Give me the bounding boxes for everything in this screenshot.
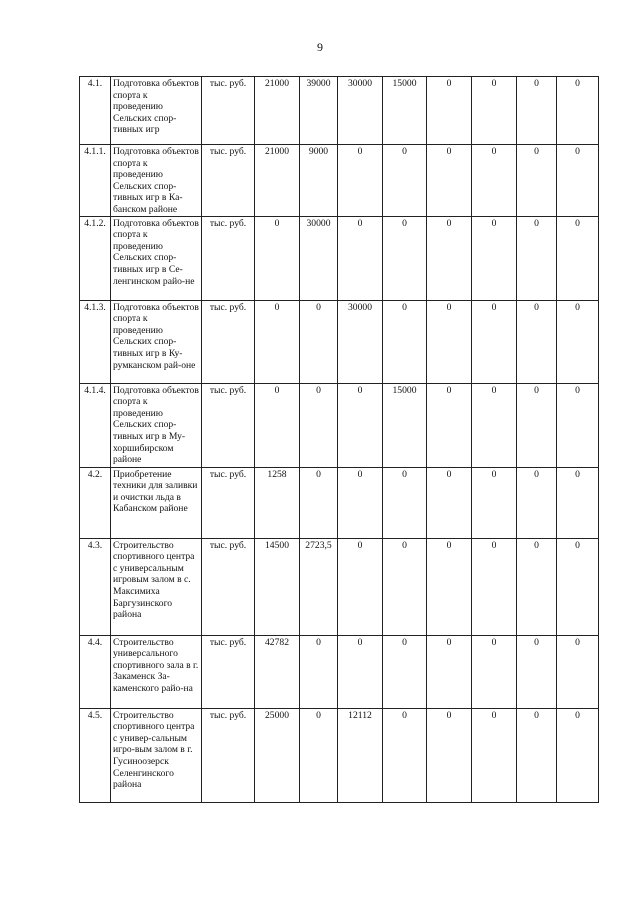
value-cell: 0 (383, 538, 427, 635)
item-name-cell: Приобретение техники для заливки и очистки льда в Кабанском районе (111, 467, 202, 538)
value-cell: 0 (472, 635, 517, 708)
value-cell: 0 (300, 383, 338, 467)
value-cell: 0 (383, 635, 427, 708)
item-name-cell: Подготовка объектов спорта к проведению Сельских спор-тивных игр в Се-ленгинском райо-не (111, 216, 202, 300)
item-number-cell: 4.1.1. (80, 145, 111, 217)
value-cell: 0 (517, 708, 557, 802)
value-cell: 0 (338, 216, 383, 300)
page-number: 9 (317, 40, 323, 54)
value-cell: 0 (427, 635, 472, 708)
table-row (80, 383, 599, 467)
value-cell: 25000 (255, 708, 300, 802)
value-cell: 15000 (383, 383, 427, 467)
value-cell: 12112 (338, 708, 383, 802)
value-cell: 0 (338, 383, 383, 467)
value-cell: 0 (427, 216, 472, 300)
unit-cell: тыс. руб. (202, 383, 255, 467)
value-cell: 0 (557, 216, 599, 300)
item-number-cell: 4.4. (80, 635, 111, 708)
value-cell: 0 (557, 467, 599, 538)
value-cell: 0 (427, 77, 472, 145)
unit-cell: тыс. руб. (202, 300, 255, 383)
item-number-cell: 4.5. (80, 708, 111, 802)
value-cell: 0 (557, 77, 599, 145)
value-cell: 0 (472, 145, 517, 217)
value-cell: 15000 (383, 77, 427, 145)
item-number-cell: 4.1.3. (80, 300, 111, 383)
value-cell: 0 (300, 467, 338, 538)
value-cell: 0 (338, 538, 383, 635)
table-row (80, 300, 599, 383)
value-cell: 0 (517, 538, 557, 635)
value-cell: 0 (383, 300, 427, 383)
value-cell: 0 (255, 383, 300, 467)
value-cell: 9000 (300, 145, 338, 217)
item-number-cell: 4.2. (80, 467, 111, 538)
item-name-cell: Строительство универсального спортивного зала в г. Закаменск За-каменского райо-на (111, 635, 202, 708)
item-name-cell: Строительство спортивного центра с универсальным игровым залом в с. Максимиха Баргузинского района (111, 538, 202, 635)
value-cell: 0 (427, 300, 472, 383)
table-row (80, 635, 599, 708)
value-cell: 0 (557, 538, 599, 635)
unit-cell: тыс. руб. (202, 635, 255, 708)
value-cell: 0 (472, 708, 517, 802)
value-cell: 0 (517, 216, 557, 300)
value-cell: 0 (427, 467, 472, 538)
table-body (80, 77, 599, 803)
item-name-cell: Строительство спортивного центра с универ-сальным игро-вым залом в г. Гусиноозерск Селенгинского района (111, 708, 202, 802)
value-cell: 0 (427, 538, 472, 635)
value-cell: 0 (255, 300, 300, 383)
value-cell: 0 (517, 77, 557, 145)
value-cell: 0 (427, 145, 472, 217)
value-cell: 1258 (255, 467, 300, 538)
value-cell: 0 (338, 467, 383, 538)
value-cell: 21000 (255, 77, 300, 145)
unit-cell: тыс. руб. (202, 467, 255, 538)
table-row (80, 145, 599, 217)
value-cell: 0 (517, 145, 557, 217)
value-cell: 0 (557, 145, 599, 217)
value-cell: 0 (472, 467, 517, 538)
value-cell: 30000 (338, 300, 383, 383)
item-name-cell: Подготовка объектов спорта к проведению Сельских спор-тивных игр (111, 77, 202, 145)
value-cell: 14500 (255, 538, 300, 635)
value-cell: 0 (557, 300, 599, 383)
table-row (80, 467, 599, 538)
value-cell: 0 (517, 300, 557, 383)
value-cell: 0 (427, 708, 472, 802)
item-number-cell: 4.1.4. (80, 383, 111, 467)
value-cell: 0 (338, 635, 383, 708)
value-cell: 30000 (338, 77, 383, 145)
value-cell: 0 (472, 300, 517, 383)
value-cell: 0 (300, 635, 338, 708)
value-cell: 0 (517, 383, 557, 467)
value-cell: 0 (517, 467, 557, 538)
unit-cell: тыс. руб. (202, 216, 255, 300)
value-cell: 0 (383, 708, 427, 802)
value-cell: 42782 (255, 635, 300, 708)
item-name-cell: Подготовка объектов спорта к проведению Сельских спор-тивных игр в Ку-румканском рай-оне (111, 300, 202, 383)
table-row (80, 708, 599, 802)
value-cell: 0 (383, 145, 427, 217)
value-cell: 0 (557, 708, 599, 802)
value-cell: 0 (300, 300, 338, 383)
value-cell: 0 (472, 538, 517, 635)
item-name-cell: Подготовка объектов спорта к проведению Сельских спор-тивных игр в Ка-банском районе (111, 145, 202, 217)
value-cell: 0 (300, 708, 338, 802)
value-cell: 0 (427, 383, 472, 467)
table-row (80, 216, 599, 300)
value-cell: 21000 (255, 145, 300, 217)
value-cell: 30000 (300, 216, 338, 300)
unit-cell: тыс. руб. (202, 145, 255, 217)
item-number-cell: 4.3. (80, 538, 111, 635)
value-cell: 0 (472, 77, 517, 145)
value-cell: 0 (383, 467, 427, 538)
value-cell: 0 (338, 145, 383, 217)
value-cell: 39000 (300, 77, 338, 145)
unit-cell: тыс. руб. (202, 77, 255, 145)
value-cell: 2723,5 (300, 538, 338, 635)
unit-cell: тыс. руб. (202, 538, 255, 635)
table-row (80, 538, 599, 635)
value-cell: 0 (557, 383, 599, 467)
unit-cell: тыс. руб. (202, 708, 255, 802)
item-name-cell: Подготовка объектов спорта к проведению Сельских спор-тивных игр в Му-хоршибирском районе (111, 383, 202, 467)
value-cell: 0 (255, 216, 300, 300)
value-cell: 0 (472, 216, 517, 300)
value-cell: 0 (472, 383, 517, 467)
table-row (80, 77, 599, 145)
value-cell: 0 (517, 635, 557, 708)
value-cell: 0 (557, 635, 599, 708)
item-number-cell: 4.1.2. (80, 216, 111, 300)
item-number-cell: 4.1. (80, 77, 111, 145)
value-cell: 0 (383, 216, 427, 300)
program-financing-table (79, 76, 599, 803)
